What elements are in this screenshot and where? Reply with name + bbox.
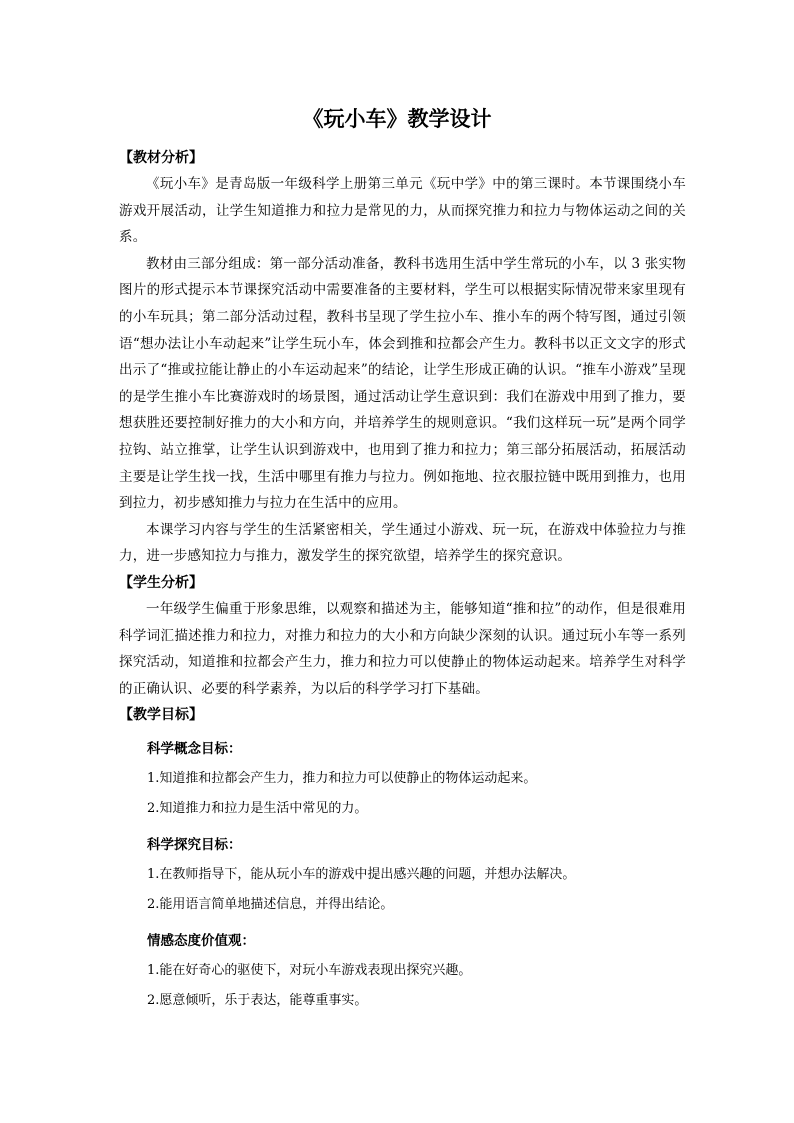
goal-inquiry-item: 2.能用语言简单地描述信息，并得出结论。 (147, 897, 394, 913)
goal-concept-label: 科学概念目标： (147, 741, 242, 758)
goal-attitude-item: 2.愿意倾听，乐于表达，能尊重事实。 (147, 993, 368, 1009)
document-title: 《玩小车》教学设计 (302, 106, 492, 131)
section-heading-materials: 【教材分析】 (119, 150, 203, 166)
materials-paragraph-2: 教材由三部分组成：第一部分活动准备，教科书选用生活中学生常玩的小车，以 3 张实物图片的形式提示本节课探究活动中需要准备的主要材料，学生可以根据实际情况带来家里现有的小车玩具；第二部分活动过程，教科书呈现了学生拉小车、推小车的两个特写图，通过引领语“想办法让小车动起来”让学生玩小车，体会到推和拉都会产生力。教科书以正文文字的形式出示了“推或拉能让静止的小车运动起来”的结论，让学生形成正确的认识。“推车小游戏”呈现的是学生推小车比赛游戏时的场景图，通过活动让学生意识到：我们在游戏中用到了推力，要想获胜还要控制好推力的大小和方向，并培养学生的规则意识。“我们这样玩一玩”是两个同学拉钩、站立推掌，让学生认识到游戏中，也用到了推力和拉力；第三部分拓展活动，拓展活动主要是让学生找一找，生活中哪里有推力与拉力。例如拖地、拉衣服拉链中既用到推力，也用到拉力，初步感知推力与拉力在生活中的应用。 (119, 255, 686, 512)
section-heading-goals: 【教学目标】 (119, 707, 203, 724)
goal-attitude-label: 情感态度价值观： (147, 933, 255, 950)
students-paragraph-1: 一年级学生偏重于形象思维，以观察和描述为主，能够知道“推和拉”的动作，但是很难用科学词汇描述推力和拉力，对推力和拉力的大小和方向缺少深刻的认识。通过玩小车等一系列探究活动，知道推和拉都会产生力，推力和拉力可以使静止的物体运动起来。培养学生对科学的正确认识、必要的科学素养，为以后的科学学习打下基础。 (119, 600, 686, 697)
goal-attitude-item: 1.能在好奇心的驱使下，对玩小车游戏表现出探究兴趣。 (147, 963, 472, 979)
materials-paragraph-1: 《玩小车》是青岛版一年级科学上册第三单元《玩中学》中的第三课时。本节课围绕小车游戏开展活动，让学生知道推力和拉力是常见的力，从而探究推力和拉力与物体运动之间的关系。 (119, 176, 686, 246)
goal-concept-item: 2.知道推力和拉力是生活中常见的力。 (147, 801, 368, 817)
section-heading-students: 【学生分析】 (119, 574, 203, 591)
goal-inquiry-item: 1.在教师指导下，能从玩小车的游戏中提出感兴趣的问题，并想办法解决。 (147, 867, 576, 883)
materials-paragraph-3: 本课学习内容与学生的生活紧密相关，学生通过小游戏、玩一玩，在游戏中体验拉力与推力，进一步感知拉力与推力，激发学生的探究欲望，培养学生的探究意识。 (119, 521, 686, 565)
goal-concept-item: 1.知道推和拉都会产生力，推力和拉力可以使静止的物体运动起来。 (147, 771, 537, 787)
document-body (119, 145, 686, 1016)
goal-inquiry-label: 科学探究目标： (147, 837, 242, 854)
